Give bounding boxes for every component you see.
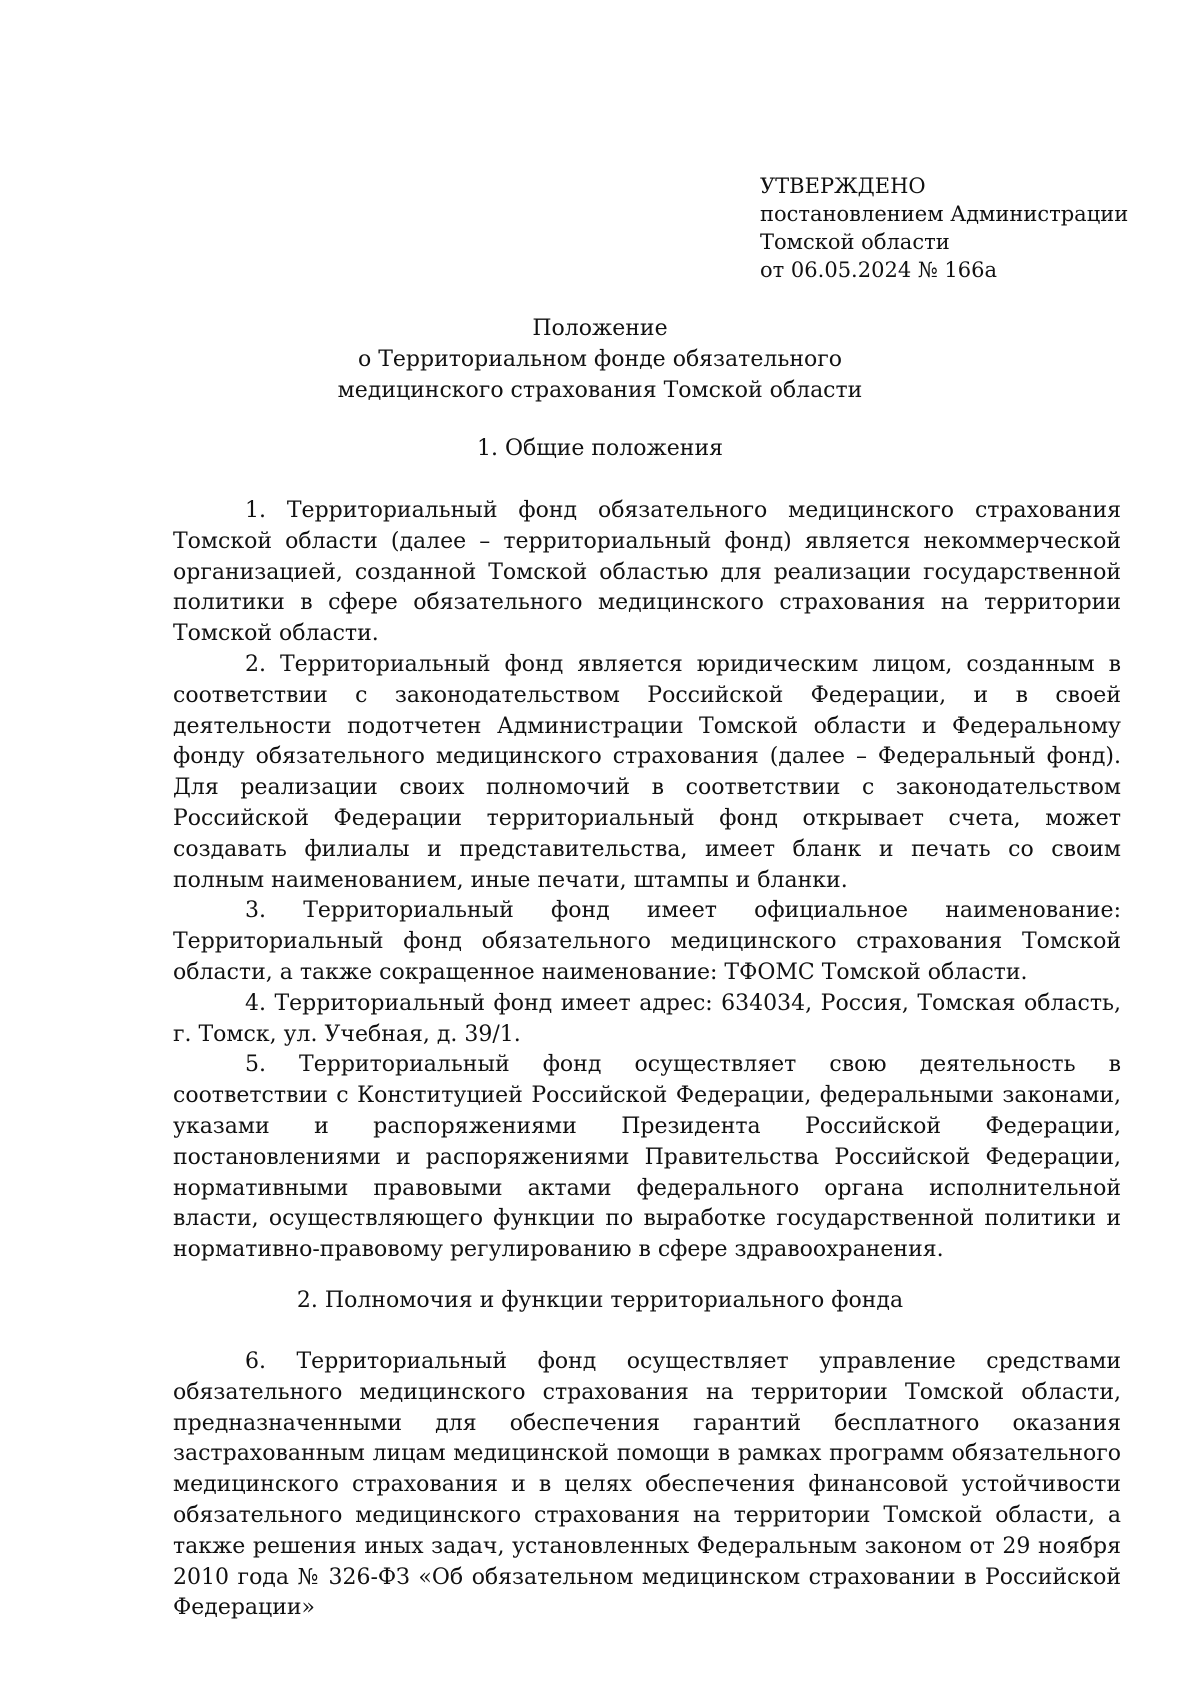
paragraph-2: 2. Территориальный фонд является юридическим лицом, созданным в соответствии с законодательством Российской Федерации, и в своей деятельности подотчетен Администрации Томской области и Федеральному фонду обязательного медицинского страхования (далее – Федеральный фонд). Для реализации своих полномочий в соответствии с законодательством Российской Федерации территориальный фонд открывает счета, может создавать филиалы и представительства, имеет бланк и печать со своим полным наименованием, иные печати, штампы и бланки.: [173, 651, 1121, 893]
section-heading-powers: 2. Полномочия и функции территориального фонда: [296, 1288, 904, 1313]
title-line-3: медицинского страхования Томской области: [337, 378, 863, 403]
paragraph-6: 6. Территориальный фонд осуществляет управление средствами обязательного медицинского страхования на территории Томской области, предназначенными для обеспечения гарантий бесплатного оказания застрахованным лицам медицинской помощи в рамках программ обязательного медицинского страхования и в целях обеспечения финансовой устойчивости обязательного медицинского страхования на территории Томской области, а также решения иных задач, установленных Федеральным законом от 29 ноября 2010 года № 326-ФЗ «Об обязательном медицинском страховании в Российской Федерации»: [173, 1349, 1121, 1621]
paragraph-1: 1. Территориальный фонд обязательного медицинского страхования Томской области (далее – территориальный фонд) является некоммерческой организацией, созданной Томской областью для реализации государственной политики в сфере обязательного медицинского страхования на территории Томской области.: [173, 498, 1121, 647]
paragraph-3: 3. Территориальный фонд имеет официальное наименование: Территориальный фонд обязательного медицинского страхования Томской области, а также сокращенное наименование: ТФОМС Томской области.: [173, 898, 1121, 985]
approval-authority: постановлением Администрации: [760, 202, 1129, 226]
approval-region: Томской области: [760, 230, 950, 254]
paragraph-4: 4. Территориальный фонд имеет адрес: 634034, Россия, Томская область, г. Томск, ул. Учебная, д. 39/1.: [173, 990, 1121, 1047]
approval-date-number: от 06.05.2024 № 166а: [760, 258, 997, 282]
title-line-1: Положение: [532, 316, 668, 341]
section-body-powers: [173, 1347, 1121, 1624]
section-body-general: [173, 496, 1121, 1266]
title-line-2: о Территориальном фонде обязательного: [358, 347, 842, 372]
document-title: [0, 313, 1200, 406]
paragraph-5: 5. Территориальный фонд осуществляет свою деятельность в соответствии с Конституцией Российской Федерации, федеральными законами, указами и распоряжениями Президента Российской Федерации, постановлениями и распоряжениями Правительства Российской Федерации, нормативными правовыми актами федерального органа исполнительной власти, осуществляющего функции по выработке государственной политики и нормативно-правовому регулированию в сфере здравоохранения.: [173, 1052, 1121, 1263]
approval-stamp: [760, 172, 1180, 284]
approval-status: УТВЕРЖДЕНО: [760, 174, 926, 198]
section-heading-general: 1. Общие положения: [477, 436, 723, 461]
